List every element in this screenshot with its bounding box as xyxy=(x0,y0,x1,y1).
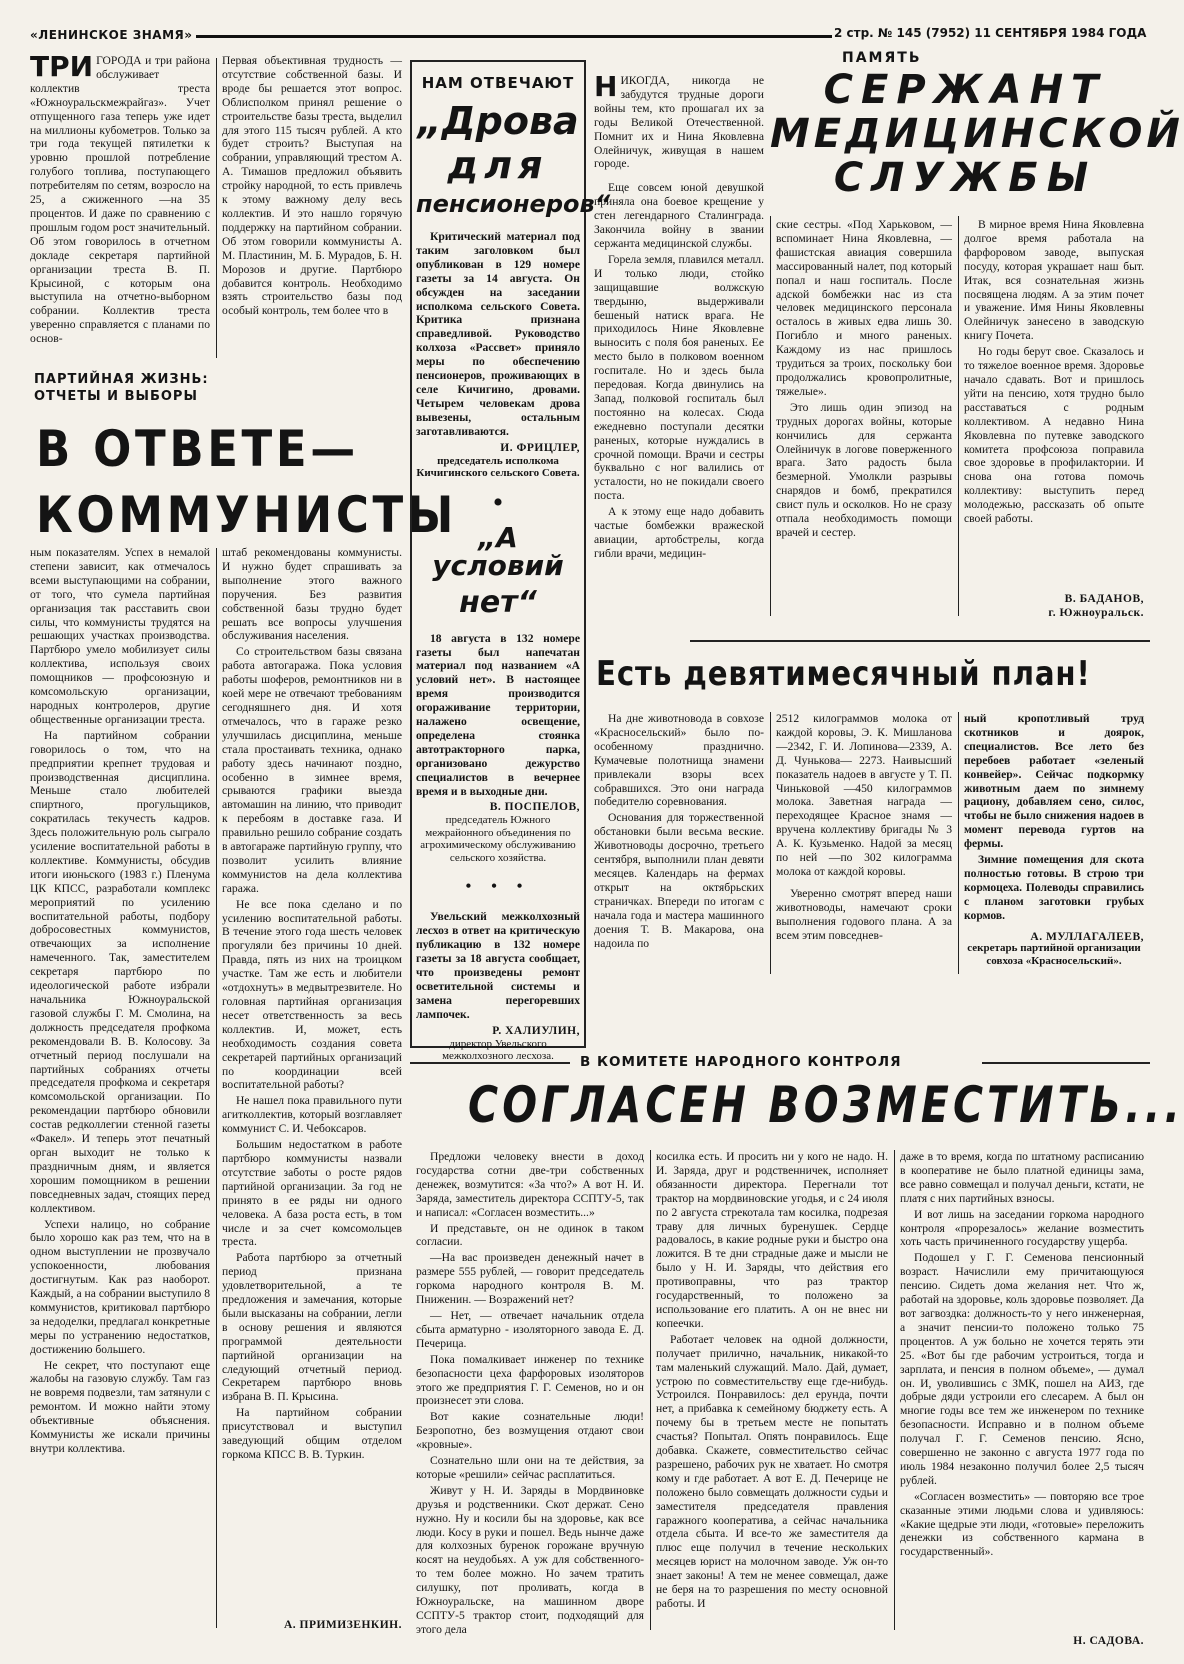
party-title-line1: В ОТВЕТЕ— xyxy=(36,420,359,478)
party-col1-top xyxy=(30,50,210,364)
memory-drop-cap: Н xyxy=(594,70,618,103)
answers-dots: • • • xyxy=(465,878,531,896)
answers-text1-body: Критический материал под таким заголовком был опубликован в 129 номере газеты за 14 августа. Он обсужден на заседании исполкома сельского Совета. Критика признана справедливой. Руководство колхоза «Рассвет» приняло меры по обеспечению пенсионеров, проживающих в селе Кичигино, дровами. Четырем человекам дрова вывезены, остальным заготавливаются. xyxy=(416,230,580,438)
plan-top-rule xyxy=(690,640,1150,642)
control-paragraph: — Нет, — отвечает начальник отдела сбыта арматурно - изоляторного завода Е. Д. Печерица. xyxy=(416,1308,644,1350)
party-paragraph: Не нашел пока правильного пути агитколлектив, который возглавляет коммунист С. И. Чебоксаров. xyxy=(222,1094,402,1136)
plan-col1 xyxy=(594,712,764,974)
masthead xyxy=(0,0,1174,46)
party-paragraph: ным показателям. Успех в немалой степени зависит, как отмечалось всеми выступающими на собрании, от того, что сумела партийная организация так расставить свои силы, что коммунисты трудятся на решающих участках производства. Партбюро умело мобилизует силы коллектива, используя своих помощников — профсоюзную и комсомольскую организации, народных контролеров, другие общественные организации треста. xyxy=(30,546,210,726)
party-drop-cap: ТРИ xyxy=(30,50,94,83)
party-paragraph: Не все пока сделано и по усилению воспитательной работы. В течение этого года шесть человек прогуляли без причины 10 дней. Правда, пять из них на троицком участке. Там же есть и любители «отдохнуть» в медвытрезвителе. Но головная партийная организация несет ответственность за весь коллектив. И, может, есть необходимость создания совета секретарей партийных организаций по координации всей воспитательной работы? xyxy=(222,897,402,1092)
memory-title-line1: СЕРЖАНТ xyxy=(823,67,1107,113)
answers-sig2-sub: председатель Южного межрайонного объединения по агрохимическому обслуживанию сельского хозяйства. xyxy=(420,814,576,864)
memory-title-line3: СЛУЖБЫ xyxy=(833,155,1097,201)
plan-divider1 xyxy=(770,712,771,974)
answers-title1 xyxy=(416,99,611,218)
memory-signature-city: г. Южноуральск. xyxy=(1048,607,1144,619)
memory-rubric: ПАМЯТЬ xyxy=(842,50,922,66)
control-paragraph: «Согласен возместить» — повторяю все трое сказанные этими людьми слова и удивляюсь: «Какие щедрые эти люди, «готовые» переложить денежки из собственного кармана в государственный». xyxy=(900,1489,1144,1559)
answers-content xyxy=(416,66,611,1063)
control-paragraph: Пока помалкивает инженер по технике безопасности цеха фарфоровых изоляторов этого же предприятия Г. Г. Семенов, но и он произнесет эти слова. xyxy=(416,1352,644,1408)
answers-title1-line3: пенсионеров“ xyxy=(416,190,611,218)
party-signature: А. ПРИМИЗЕНКИН. xyxy=(283,1619,402,1631)
control-divider1 xyxy=(650,1150,651,1630)
plan-title xyxy=(596,654,1156,700)
party-paragraph: На партийном собрании присутствовал и выступил заведующий общим отделом горкома КПСС В. В. Туркин. xyxy=(222,1406,402,1461)
memory-lead-text: ИКОГДА, никогда не забудутся трудные дороги войны тем, кто прошагал их за годы Великой Отечественной. Помнит их и Нина Яковлевна Олейничук, живущая в нашем городе. xyxy=(594,74,764,171)
control-paragraph: даже в то время, когда по штатному расписанию в кооперативе не было платной единицы зама, все равно совмещал и получал деньги, кстати, не платя с них партийных взносы. xyxy=(900,1150,1144,1205)
answers-text3 xyxy=(416,910,580,1021)
answers-sig1: И. ФРИЦЛЕР, xyxy=(500,441,580,454)
control-col1 xyxy=(416,1150,644,1636)
memory-paragraph: А к этому еще надо добавить частые бомбежки вражеской авиации, артобстрелы, когда гибли врачи, медицин- xyxy=(594,505,764,560)
plan-signature: А. МУЛЛАГАЛЕЕВ, xyxy=(1030,931,1144,943)
party-bottom-divider xyxy=(216,548,217,1628)
party-rubric-line1: ПАРТИЙНАЯ ЖИЗНЬ: xyxy=(34,372,209,387)
plan-paragraph: Зимние помещения для скота полностью готовы. В строю три кормоцеха. Полеводы справились с планом заготовки грубых кормов. xyxy=(964,853,1144,922)
plan-paragraph: Основания для торжественной обстановки были весьма веские. Животноводы досрочно, третьего сентября, выполнили план девяти месяцев. Календарь на фермах открыт на октябрьских страничках. Впереди по итогам с начала года и мастера машинного доения Т. В. Макарова, она надоила по xyxy=(594,811,764,950)
party-paragraph: Большим недостатком в работе партбюро коммунисты назвали отсутствие заботы о росте рядов партийной организации. За год не принято в ее ряды ни одного человека. А база роста есть, в том числе и за счет комсомольцев треста. xyxy=(222,1138,402,1249)
memory-paragraph: Это лишь один эпизод на трудных дорогах войны, которые кончились для сержанта Олейничук в логове поверженного врага. Зато радость была безмерной. Умолкли разрывы снарядов и бомб, прекратился свист пуль и осколков. Но не сразу отпала необходимость помощи врачей и сестер. xyxy=(776,400,952,539)
control-paragraph: Сознательно шли они на те действия, за которые «решили» сейчас расплатиться. xyxy=(416,1454,644,1481)
answers-bullet: • xyxy=(492,485,504,519)
party-title-line2: КОММУНИСТЫ xyxy=(36,486,457,544)
party-paragraph: Не секрет, что поступают еще жалобы на газовую службу. Там газ не вовремя подвезли, там затянули с ремонтом. И можно найти этому объективные объяснения. Коммунисты же искали причины внутри коллектива. xyxy=(30,1358,210,1455)
masthead-paper-name: «ЛЕНИНСКОЕ ЗНАМЯ» xyxy=(30,28,193,42)
control-top-rule-left xyxy=(410,1062,570,1064)
answers-sig2: В. ПОСПЕЛОВ, xyxy=(489,801,580,814)
control-col3 xyxy=(900,1150,1144,1616)
plan-paragraph: 2512 килограммов молока от каждой коровы, Э. К. Мишланова—2342, Г. И. Лопинова—2339, А. Д. Чунькова— 2273. Наивысший показатель надоев в августе у Т. П. Чиньковой —450 килограммов молока. Заветная награда —переходящее Красное знамя — вручена коллективу бригады № 3 А. К. Кузьменко. Надой за месяц по ней —по 302 килограмма молока от каждой коровы. xyxy=(776,712,952,878)
party-top-divider xyxy=(216,58,217,358)
control-col2 xyxy=(656,1150,888,1630)
answers-text3-body: Увельский межколхозный лесхоз в ответ на критическую публикацию в 132 номере газеты за 18 августа сообщает, что произведены ремонт осветительной системы и замена перегоревших лампочек. xyxy=(416,910,580,1021)
answers-sig3: Р. ХАЛИУЛИН, xyxy=(492,1024,580,1037)
party-title xyxy=(36,420,457,544)
answers-title1-line1: „Дрова xyxy=(417,99,579,143)
memory-col1 xyxy=(594,70,764,614)
party-col2-top-text: Первая объективная трудность — отсутствие собственной базы. И вроде бы решается этот вопрос. Облисполком принял решение о строительстве базы треста, выделил для этого 115 тысяч рублей. А кто будет строить? Выступая на собрании, управляющий трестом А. А. Тимашов предложил объявить стройку народной, то есть привлечь к этому важному делу весь коллектив. И это нашло горячую поддержку на партийном собрании. Об этом говорили коммунисты А. М. Пластинин, М. Б. Мурадов, Б. Н. Морозов и другие. Партбюро добавится контроль. Необходимо взять строительство базы под особый контроль, тем более что в xyxy=(222,54,402,318)
control-paragraph: —На вас произведен денежный начет в размере 555 рублей, — говорит председатель горкома народного контроля В. М. Пниженин. — Возражений нет? xyxy=(416,1251,644,1307)
control-title xyxy=(468,1076,1184,1142)
control-paragraph: И представьте, он не одинок в таком согласии. xyxy=(416,1221,644,1249)
control-paragraph: И вот лишь на заседании горкома народного контроля «прорезалось» желание возместить хоть часть причиненного государству ущерба. xyxy=(900,1207,1144,1249)
memory-paragraph: Горела земля, плавился металл. И только люди, стойко защищавшие волжскую твердыню, выдерживали бешеный натиск врага. Не приходилось Нине Яковлевне выносить с поля боя раненых. Ее место было в полковом военном госпитале. Но и здесь была передовая. Когда двинулись на Запад, полковой госпиталь был постоянно на колесах. Сюда ежедневно поступали десятки раненых, которые нуждались в срочной помощи. Врачи и сестры буквально с ног валились от усталости, но не покидали своего поста. xyxy=(594,252,764,503)
plan-title-text: Есть девятимесячный план! xyxy=(596,654,1091,694)
control-paragraph: Подошел у Г. Г. Семенова пенсионный возраст. Начислили ему причитающуюся пенсию. Сидеть дома желания нет. Что ж, работай на здоровье, коль здоровье позволяет. Да вот загвоздка: должность-то у него инженерная, а значит пенсии-то положено только 75 процентов. А уж больно не хочется терять эти 25. «Вот бы где рабочим устроиться, тогда и зарплата, и пенсия в полном объеме», — думал он. И, уволившись с ЗМК, пошел на АИЗ, где добрые дяди устроили его слесарем. А был он многие годы все тем же инженером по технике безопасности. Исправно и в полном объеме получал Г. Г. Семенов пенсию. Ясно, совершенно не законно с августа 1977 года по июль 1984 незаконно получил более 2,5 тысяч рублей. xyxy=(900,1251,1144,1487)
memory-divider2 xyxy=(958,216,959,616)
memory-col3 xyxy=(964,218,1144,588)
answers-title2 xyxy=(416,520,580,620)
control-paragraph: Вот какие сознательные люди! Безропотно, без возмущения отдают свои «кровные». xyxy=(416,1410,644,1452)
answers-title1-line2: для xyxy=(447,143,549,187)
party-paragraph: Работа партбюро за отчетный период признана удовлетворительной, а те предложения и замечания, которые были высказаны на собрании, легли в основу решения и являются программой деятельности партийной организации на следующий отчетный период. Секретарем партбюро вновь избрана В. П. Крысина. xyxy=(222,1251,402,1404)
control-top-rule-right xyxy=(982,1062,1150,1064)
party-lead-text: ГОРОДА и три района обслуживает коллектив треста «Южноуральскмежрайгаз». Учет отпущенного газа теперь уже идет на миллионы кубометров. Только за три года текущей пятилетки к уровню прошлой потребление голубого топлива, поступающего потребителям по сетям, возросло на 25, а сжиженного —на 35 процентов. И даже по сравнению с прошлым годом рост значительный. Об этом говорилось в отчетном докладе секретаря партийной организации треста В. П. Крысиной, с которым она выступила на отчетно-выборном собрании. Коллектив треста уверенно справляется с планами по основ- xyxy=(30,54,210,346)
party-paragraph: На партийном собрании говорилось о том, что на предприятии крепнет трудовая и производственная дисциплина. Меньше стало любителей спиртного, прогульщиков, сократилась текучесть кадров. Здесь положительную роль сыграло усиление воспитательной работы в коллективе. Коммунисты, обсудив итоги июньского (1983 г.) Пленума ЦК КПСС, разработали комплекс мероприятий по усилению воспитательной работы, подбору добросовестных коммунистов, отвечающих за исполнение намеченного. Так, заместителем секретаря партбюро по идеологической работе избрали начальника Южноуральской газовой службы Г. М. Смолина, на должность председателя профкома рекомендовали В. В. Колосову. За отчетный период послушали на партийных собраниях отчеты председателя профкома и секретаря комсомольской организации. По рекомендации партбюро обновили состав редколлегии стенной газеты «Факел». И теперь этот печатный орган выходит не только к праздничным дням, и является хорошим помощником в решении повседневных задач, стоящих перед коллективом. xyxy=(30,728,210,1215)
answers-text2 xyxy=(416,632,580,799)
memory-paragraph: Еще совсем юной девушкой приняла она боевое крещение у стен легендарного Сталинграда. Закончила войну в звании сержанта медицинской службы. xyxy=(594,181,764,250)
memory-paragraph: ские сестры. «Под Харьковом, — вспоминает Нина Яковлевна, — фашистская авиация совершила массированный налет, под который попал и наш госпиталь. После адской бомбежки нас из ста человек медицинского персонала осталось в живых едва лишь 30. Погибло и много раненых. Каждому из нас пришлось трудиться за троих, поскольку бои продолжались кровопролитные, тяжелые». xyxy=(776,218,952,398)
control-paragraph: косилка есть. И просить ни у кого не надо. Н. И. Заряда, друг и родственничек, исполняет обязанности директора. Перегнали тот трактор на мордвиновские угодья, и с 24 июля по 2 августа стрекотала там косилка, подрезая траву для личных буренушек. Сердце радовалось, в какие родные руки и быстро она ложится. В те дни страдные даже и мысли не было у Н. И. Заряды, что действия его противоправны, что раз трактор государственный, то положено за использование его платить. А он не внес ни копеечки. xyxy=(656,1150,888,1330)
memory-paragraph: В мирное время Нина Яковлевна долгое время работала на фарфоровом заводе, выпуская посуду, которая украшает наш быт. Итак, вся сознательная жизнь посвящена людям. А за этим почет и уважение. Имя Нины Яковлевны Олейничук занесено в заводскую книгу Почета. xyxy=(964,218,1144,343)
answers-text2-body: 18 августа в 132 номере газеты был напечатан материал под названием «А условий нет». В настоящее время производится огораживание территории, налажено освещение, определена стоянка автотракторного парка, организовано дежурство специалистов в вечернее время и в выходные дни. xyxy=(416,631,580,798)
control-signature: Н. САДОВА. xyxy=(1073,1635,1144,1647)
masthead-rule xyxy=(196,35,832,38)
party-rubric xyxy=(34,372,414,404)
control-title-text: СОГЛАСЕН ВОЗМЕСТИТЬ... xyxy=(468,1076,1184,1134)
plan-paragraph: ный кропотливый труд скотников и доярок, специалистов. Все лето без перебоев работает «зеленый конвейер». Сейчас подкормку животным даем по зимнему рациону, добавляем сено, силос, чтобы не было снижения надоев в момент перевода гуртов на фермы. xyxy=(964,712,1144,851)
party-col1-bottom xyxy=(30,546,210,1630)
answers-title2-line1: „А условий xyxy=(432,520,564,582)
answers-sig3-sub: директор Увельского межколхозного лесхоза. xyxy=(442,1037,554,1063)
party-paragraph: штаб рекомендованы коммунисты. И нужно будет спрашивать за выполнение этого важного поручения. Без развития собственной базы трудно будет решать все вопросы улучшения обслуживания населения. xyxy=(222,546,402,643)
memory-signature: В. БАДАНОВ, xyxy=(1064,593,1144,605)
answers-sig1-sub: председатель исполкома Кичигинского сельского Совета. xyxy=(416,454,580,480)
memory-title-line2: МЕДИЦИНСКОЙ xyxy=(770,111,1184,157)
control-divider2 xyxy=(894,1150,895,1630)
memory-divider1 xyxy=(770,216,771,616)
masthead-issue: 2 стр. № 145 (7952) 11 СЕНТЯБРЯ 1984 ГОДА xyxy=(834,26,1147,40)
plan-paragraph: На дне животновода в совхозе «Красносельский» было по-особенному празднично. Кумачевые полотнища знамени привлекали взоры всех собравшихся. Это они награда победителю соревнования. xyxy=(594,712,764,809)
plan-divider2 xyxy=(958,712,959,974)
control-rubric: В КОМИТЕТЕ НАРОДНОГО КОНТРОЛЯ xyxy=(580,1054,902,1070)
answers-text1 xyxy=(416,230,580,439)
party-paragraph: Успехи налицо, но собрание было хорошо как раз тем, что на в одном выступлении не прозвучало успокоенности, любования достигнутым. Как раз наоборот. Каждый, а на собрании выступило 8 коммунистов, критиковал партбюро за недоделки, предлагал конкретные меры по устранению недостатков, достижению большего. xyxy=(30,1217,210,1356)
memory-col2 xyxy=(776,218,952,618)
plan-col3 xyxy=(964,712,1144,922)
plan-col2 xyxy=(776,712,952,974)
plan-signature-sub: секретарь партийной организации совхоза «Красносельский». xyxy=(967,942,1141,967)
memory-paragraph: Но годы берут свое. Сказалось и то тяжелое военное время. Здоровье начало сдавать. Вот и пришлось уйти на пенсию, хотя трудно было расставаться с родным коллективом. А недавно Нина Яковлевна по путевке заводского комитета профсоюза поправила свое здоровье в профилактории. И снова она готова помочь коллективу: выступить перед молодежью, рассказать об опыте своей работы. xyxy=(964,345,1144,526)
answers-title2-line2: нет“ xyxy=(459,584,537,620)
control-paragraph: Предложи человеку внести в доход государства сотни две-три собственных денежек, возмутится: «За что?» А вот Н. И. Заряда, заместитель директора ССПТУ-5, так и написал: «Согласен возместить...» xyxy=(416,1150,644,1219)
party-col2-top xyxy=(222,54,402,364)
party-paragraph: Со строительством базы связана работа автогаража. Пока условия работы шоферов, ремонтников ни в коей мере не отвечают требованиям сегодняшнего дня. И хотя отмечалось, что в гараже резко улучшилась дисциплина, меньше стала простаивать техника, однако работу здесь начинают поздно, особенно в зимнее время, срываются графики выезда автомашин на линию, что приводит к перебоям в доставке газа. И правильно решило собрание создать в автогараже партийную группу, что позволит усилить влияние коммунистов на дела коллектива гаража. xyxy=(222,645,403,895)
plan-paragraph: Уверенно смотрят вперед наши животноводы, намечают сроки выполнения годового плана. А за всем этим повседнев- xyxy=(776,886,952,942)
control-paragraph: Работает человек на одной должности, получает прилично, начальник, никакой-то там маленький служащий. Мало. Дай, думает, устрою по совместительству еще где-нибудь. Устроился. Понравилось: дел ерунда, почти нет, а прибавка к семейному бюджету есть. А почему бы в третьем месте не попытать счастья? Попытал. Опять понравилось. Еще добавка. Скажете, совместительство сейчас разрешено, рабочих рук не хватает. Но смотря кому и где работает. А вот Е. Д. Печерице не положено было совмещать должности судьи и заместителя председателя правления гаражного кооператива, а сейчас начальника отдела сбыта. И все-то же заместителя да плюс еще получил в течение нескольких месяцев юрист на молочном заводе. Уж он-то знает законы! А тем не менее совмещал, даже не беря на то разрешения по месту основной работы. И xyxy=(656,1332,888,1610)
memory-title xyxy=(770,67,1184,210)
control-paragraph: Живут у Н. И. Заряды в Мордвиновке друзья и родственники. Скот держат. Сено нужно. Ну и косили бы на здоровье, как все люди. Косу в руки и пошел. Ведь нынче даже для колхозных буренок горожане вручную косят на неудобьях. А уж для собственного-то тем более можно. Но зачем тратить силушку, пот проливать, когда в Южноуральске, на машинном дворе ССПТУ-5 трактор стоит, подходящий для этого дела xyxy=(416,1483,644,1636)
answers-rubric: НАМ ОТВЕЧАЮТ xyxy=(421,74,575,92)
party-col2-bottom xyxy=(222,546,402,1610)
party-rubric-line2: ОТЧЕТЫ И ВЫБОРЫ xyxy=(34,389,198,404)
